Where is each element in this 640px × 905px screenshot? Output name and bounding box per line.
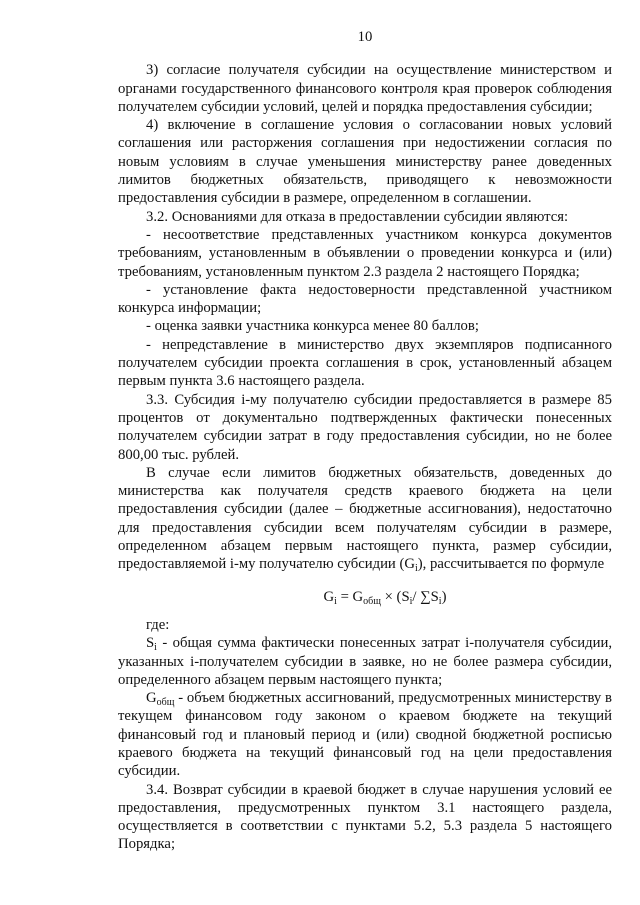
document-page xyxy=(118,28,612,854)
refusal-ground-1: - несоответствие представленных участником конкурса документов требованиям, установленным в объявлении о проведении конкурса и (или) требованиям, установленным пунктом 2.3 раздела 2 настоящего Порядка; xyxy=(118,226,612,280)
paragraph-4-agreement-condition: 4) включение в соглашение условия о согласовании новых условий соглашения или расторжения соглашения при недостижении согласия по новым условиям в случае уменьшения министерству ранее доведенных лимитов бюджетных обязательств, приводящего к невозможности предоставления субсидии в размере, определенном в соглашении. xyxy=(118,117,612,207)
paragraph-3-2-heading: 3.2. Основаниями для отказа в предоставлении субсидии являются: xyxy=(146,208,569,225)
refusal-ground-4: - непредставление в министерство двух экземпляров подписанного получателем субсидии проекта соглашения в срок, установленный абзацем первым пункта 3.6 настоящего раздела. xyxy=(118,336,612,390)
refusal-ground-3: - оценка заявки участника конкурса менее 80 баллов; xyxy=(146,318,479,335)
definition-s-i: $S_i$ - общая сумма фактически понесенных затрат i-получателя субсидии, указанных i-получателем субсидии в заявке, но не более размера субсидии, определенного абзацем первым настоящего пункта; xyxy=(118,635,612,688)
page-number: 10 xyxy=(357,29,373,45)
paragraph-insufficient-limits: В случае если лимитов бюджетных обязательств, доведенных до министерства как получателя средств краевого бюджета на цели предоставления субсидии (далее – бюджетные ассигнования), недостаточно для предоставления субсидии всем получателям субсидии в размере, определенном абзацем первым настоящего пункта, размер субсидии, предоставляемой i-му получателю субсидии $(G_i)$, рассчитывается по формуле xyxy=(118,464,612,575)
where-label: где: xyxy=(146,616,170,633)
paragraph-3-3: 3.3. Субсидия i-му получателю субсидии предоставляется в размере 85 процентов от документально подтвержденных фактически понесенных получателем субсидии затрат в году предоставления субсидии, но не более 800,00 тыс. рублей. xyxy=(118,391,612,463)
paragraph-3-4: 3.4. Возврат субсидии в краевой бюджет в случае нарушения условий ее предоставления, предусмотренных пунктом 3.1 настоящего раздела, осуществляется в соответствии с пунктами 5.2, 5.3 раздела 5 настоящего Порядка; xyxy=(118,781,612,853)
paragraph-3-consent: 3) согласие получателя субсидии на осуществление министерством и органами государственного финансового контроля края проверок соблюдения получателем субсидии условий, целей и порядка предоставления субсидии; xyxy=(118,62,612,115)
refusal-ground-2: - установление факта недостоверности представленной участником конкурса информации; xyxy=(118,281,612,317)
definition-g-obsh: $G_{общ}$ - объем бюджетных ассигнований, предусмотренных министерству в текущем финансовом году законом о краевом бюджете на текущий финансовый год и плановый период и (или) сводной бюджетной росписью краевого бюджета на текущий финансовый год на цели предоставления субсидии. xyxy=(118,690,612,780)
subsidy-formula: $G_i = G_{общ} \times (S_i/$ $\sum S_i$) xyxy=(323,588,447,607)
